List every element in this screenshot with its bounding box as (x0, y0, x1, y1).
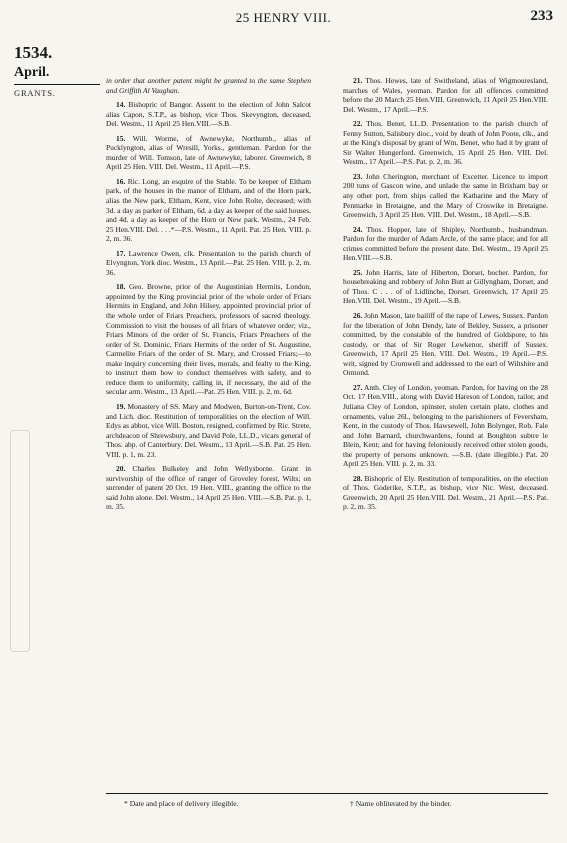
entry-14 (106, 100, 311, 129)
entry-text: in order that another patent might be granted to the same Stephen and Griffith Al Vaughan. (106, 76, 311, 95)
entry-24 (343, 225, 548, 263)
margin-month: April. (14, 65, 50, 80)
entry-15 (106, 134, 311, 172)
entry-text: Will. Worme, of Awnewyke, Northumb., alias of Pucklyngton, alias of Wresill, Yorks., gentleman. Pardon for the murder of Will. Tomson, late of Awnewyke, laborer. Greenwich, 8 April 25 Hen. VIII. Del. Westm., 11 April.—P.S. (106, 133, 311, 172)
running-title: 25 HENRY VIII. (235, 10, 332, 25)
entry-text: Thos. Hopper, late of Shipley, Northumb., husbandman. Pardon for the murder of Adam Arcle, of the same place; and for all crimes committed before the present date. Del. Westm., 19 April 25 Hen.VIII.—S.B. (343, 224, 548, 263)
entry-text: Ric. Long, an esquire of the Stable. To be keeper of Eltham park, of the houses in the manor of Eltham, and of the Horn park, alias the New park, Eltham, Kent, vice John Rolte, deceased; with 3d. a day as parker of Eltham, 6d. a day as keeper of the said houses, and 4d. a day as keeper of the Horn or New park. Westm., 24 Feb. 25 Hen.VIII. Del. . . .*—P.S. Westm., 11 April. Pat. 25 Hen. VIII. p. 2, m. 36. (106, 176, 311, 244)
entry-text: Thos. Hewes, late of Switheland, alias of Wigmouresland, marches of Wales, yeoman. Pardon for all offences committed before the 20 March 25 Hen.VIII. Greenwich, 11 April 25 Hen.VIII. Del. Westm., 17 April.—P.S. (343, 76, 548, 114)
entry-number: 25. (353, 267, 363, 277)
entry-text: Monastery of SS. Mary and Modwen, Burton-on-Trent, Cov. and Lich. dioc. Restitution of temporalities on the election of Will. Edys as abbot, vice Will. Boston, resigned, confirmed by Ric. Strete, archdeacon of Shrewsbury, and David Pole, LL.D., vicars general of Thos. abp. of Canterbury. Del. Westm., 13 April.—S.B. Pat. 25 Hen. VIII. p. 1, m. 23. (106, 401, 311, 459)
margin-rule (14, 84, 100, 85)
footnote-name-obliterated: † Name obliterated by the binder. (350, 799, 452, 808)
entry-20 (106, 464, 311, 512)
entry-number: 20. (116, 464, 126, 474)
margin-section: GRANTS. (14, 88, 56, 98)
entry-23 (343, 172, 548, 220)
entry-text: Charles Bulkeley and John Wellysborne. Grant in survivorship of the office of ranger of Groveley forest, Wilts; on surrender of patent 20 Oct. 19 Hen. VIII., granting the office to the said John alone. Del. Westm., 14 April 25 Hen. VIII.—S.B. Pat. p. 1, m. 35. (106, 464, 311, 512)
entry-number: 24. (353, 224, 363, 234)
entry-18 (106, 282, 311, 397)
entry-number: 28. (353, 473, 363, 483)
entry-text: Thos. Benet, LL.D. Presentation to the parish church of Fenny Sutton, Salisbury dioc., void by death of John Poote, clk., and at the King's disposal by grant of Wm. Benet, who had it by grant of Sir Walter Hungerford. Greenwich, 15 April 25 Hen. VIII. Del. Westm., 17 April.—P.S. Pat. p. 2, m. 36. (343, 119, 548, 167)
entry-number: 17. (116, 248, 126, 258)
entry-number: 19. (116, 401, 126, 411)
entry-text: Bishopric of Ely. Restitution of temporalities, on the election of Thos. Goderike, S.T.P., as bishop, vice Nic. West, deceased. Greenwich, 20 April 25 Hen.VIII. Del. Westm., 21 April.—P.S. Pat. p. 2, m. 35. (343, 473, 549, 512)
library-stamp-watermark (10, 430, 30, 652)
entry-22 (343, 119, 548, 167)
entry-number: 16. (116, 176, 126, 186)
entry-text: John Mason, late bailiff of the rape of Lewes, Sussex. Pardon for the liberation of John Dendy, late of Bekley, Sussex, a prisoner committed, by the constable of the hundred of Goldspore, to his custody, or that of Sir Roger Lewkenor, sheriff of Sussex. Greenwich, 17 April 25 Hen. VIII. Del. Westm., 19 April.—P.S. writ, signed by Cromwell and addressed to the earl of Wiltshire and Ormond. (343, 311, 548, 378)
entry-text: Geo. Browne, prior of the Augustinian Hermits, London, appointed by the King provincial prior of the whole order of Friars Hermits in England, and John Hilsey, appointed provincial prior of the whole order of Friars Preachers, professors of sacred theology. Commission to visit the houses of all friars of whatever order; viz., Friars Minors of the order of St. Francis, Friars Preachers of the order of St. Dominic, Friars Hermits of the order of St. Augustine, Carmelite Friars of the order of St. Mary, and Crossed Friars;—to make inquiry concerning their lives, morals, and fealty to the King, to instruct them how to conduct themselves with safety, and to reduce them to uniformity, calling in, if necessary, the aid of the secular arm. Westm., 13 April.—Pat. 25 Hen. VIII. p. 2, m. 6d. (106, 282, 312, 397)
page-header (0, 8, 567, 28)
entry-13-continuation (106, 76, 311, 95)
entry-number: 14. (116, 100, 126, 110)
margin-heading (14, 44, 102, 98)
entry-text: John Cherington, merchant of Excetter. Licence to import 200 tuns of Gascon wine, and unlade the same in Brixham bay or any other port, from ships called the Katharine and the Mary of Penmarke in Bretaigne, and the Mary of Croswike in Bretaigne. Greenwich, 3 April 25 Hen. VIII. Del. Westm., 18 April.—S.B. (343, 171, 548, 220)
entry-text: Anth. Cley of London, yeoman. Pardon, for having on the 28 Oct. 17 Hen.VIII., along with David Hareson of London, tailor, and Juliana Cley of London, spinster, stolen certain plate, clothes and ornaments, value 26l., belonging to the parishioners of Feversham, Kent, in the custody of Thos. Hawsewell, John Bolynger, Rob. Fale and John Barnard, churchwardens, found at Boughton subtre le Blein, Kent; and for having feloniously received other stolen goods, the property of persons unknown. —S.B. (date illegible.) Pat. 20 April 25 Hen. VIII. p. 2, m. 33. (343, 382, 549, 469)
entry-number: 26. (353, 311, 363, 321)
entry-17 (106, 249, 311, 278)
entry-number: 22. (353, 119, 363, 129)
entry-27 (343, 383, 548, 469)
footnote-rule (106, 793, 548, 794)
entry-text: John Harris, late of Hiberton, Dorset, bocher. Pardon, for housebreaking and robbery of John Butt at Gillyngham, Dorset, and of Thos. C . . . of of Lidlinche, Dorset. Greenwich, 17 April 25 Hen.VIII. Del. Westm., 19 April.—S.B. (343, 267, 549, 306)
entry-number: 27. (353, 382, 363, 392)
entry-21 (343, 76, 548, 114)
entry-number: 23. (353, 171, 363, 181)
entry-25 (343, 268, 548, 306)
entry-number: 18. (116, 282, 126, 292)
margin-year: 1534. (14, 43, 53, 62)
left-column (106, 76, 311, 517)
entry-number: 15. (116, 133, 126, 143)
entry-28 (343, 474, 548, 512)
entry-26 (343, 311, 548, 378)
footnote-date-illegible: * Date and place of delivery illegible. (124, 799, 239, 808)
entry-19 (106, 402, 311, 459)
entry-text: Lawrence Owen, clk. Presentation to the parish church of Elvyngton, York dioc. Westm., 13 April.—Pat. 25 Hen. VIII. p. 2, m. 36. (106, 248, 311, 277)
entry-16 (106, 177, 311, 244)
page-number: 233 (530, 8, 553, 24)
right-column (343, 76, 548, 517)
entry-number: 21. (353, 76, 363, 85)
entry-text: Bishopric of Bangor. Assent to the election of John Salcot alias Capon, S.T.P., as bishop, vice Thos. Skevyngton, deceased, Del. Westm., 11 April 25 Hen.VIII.—S.B. (106, 100, 311, 129)
